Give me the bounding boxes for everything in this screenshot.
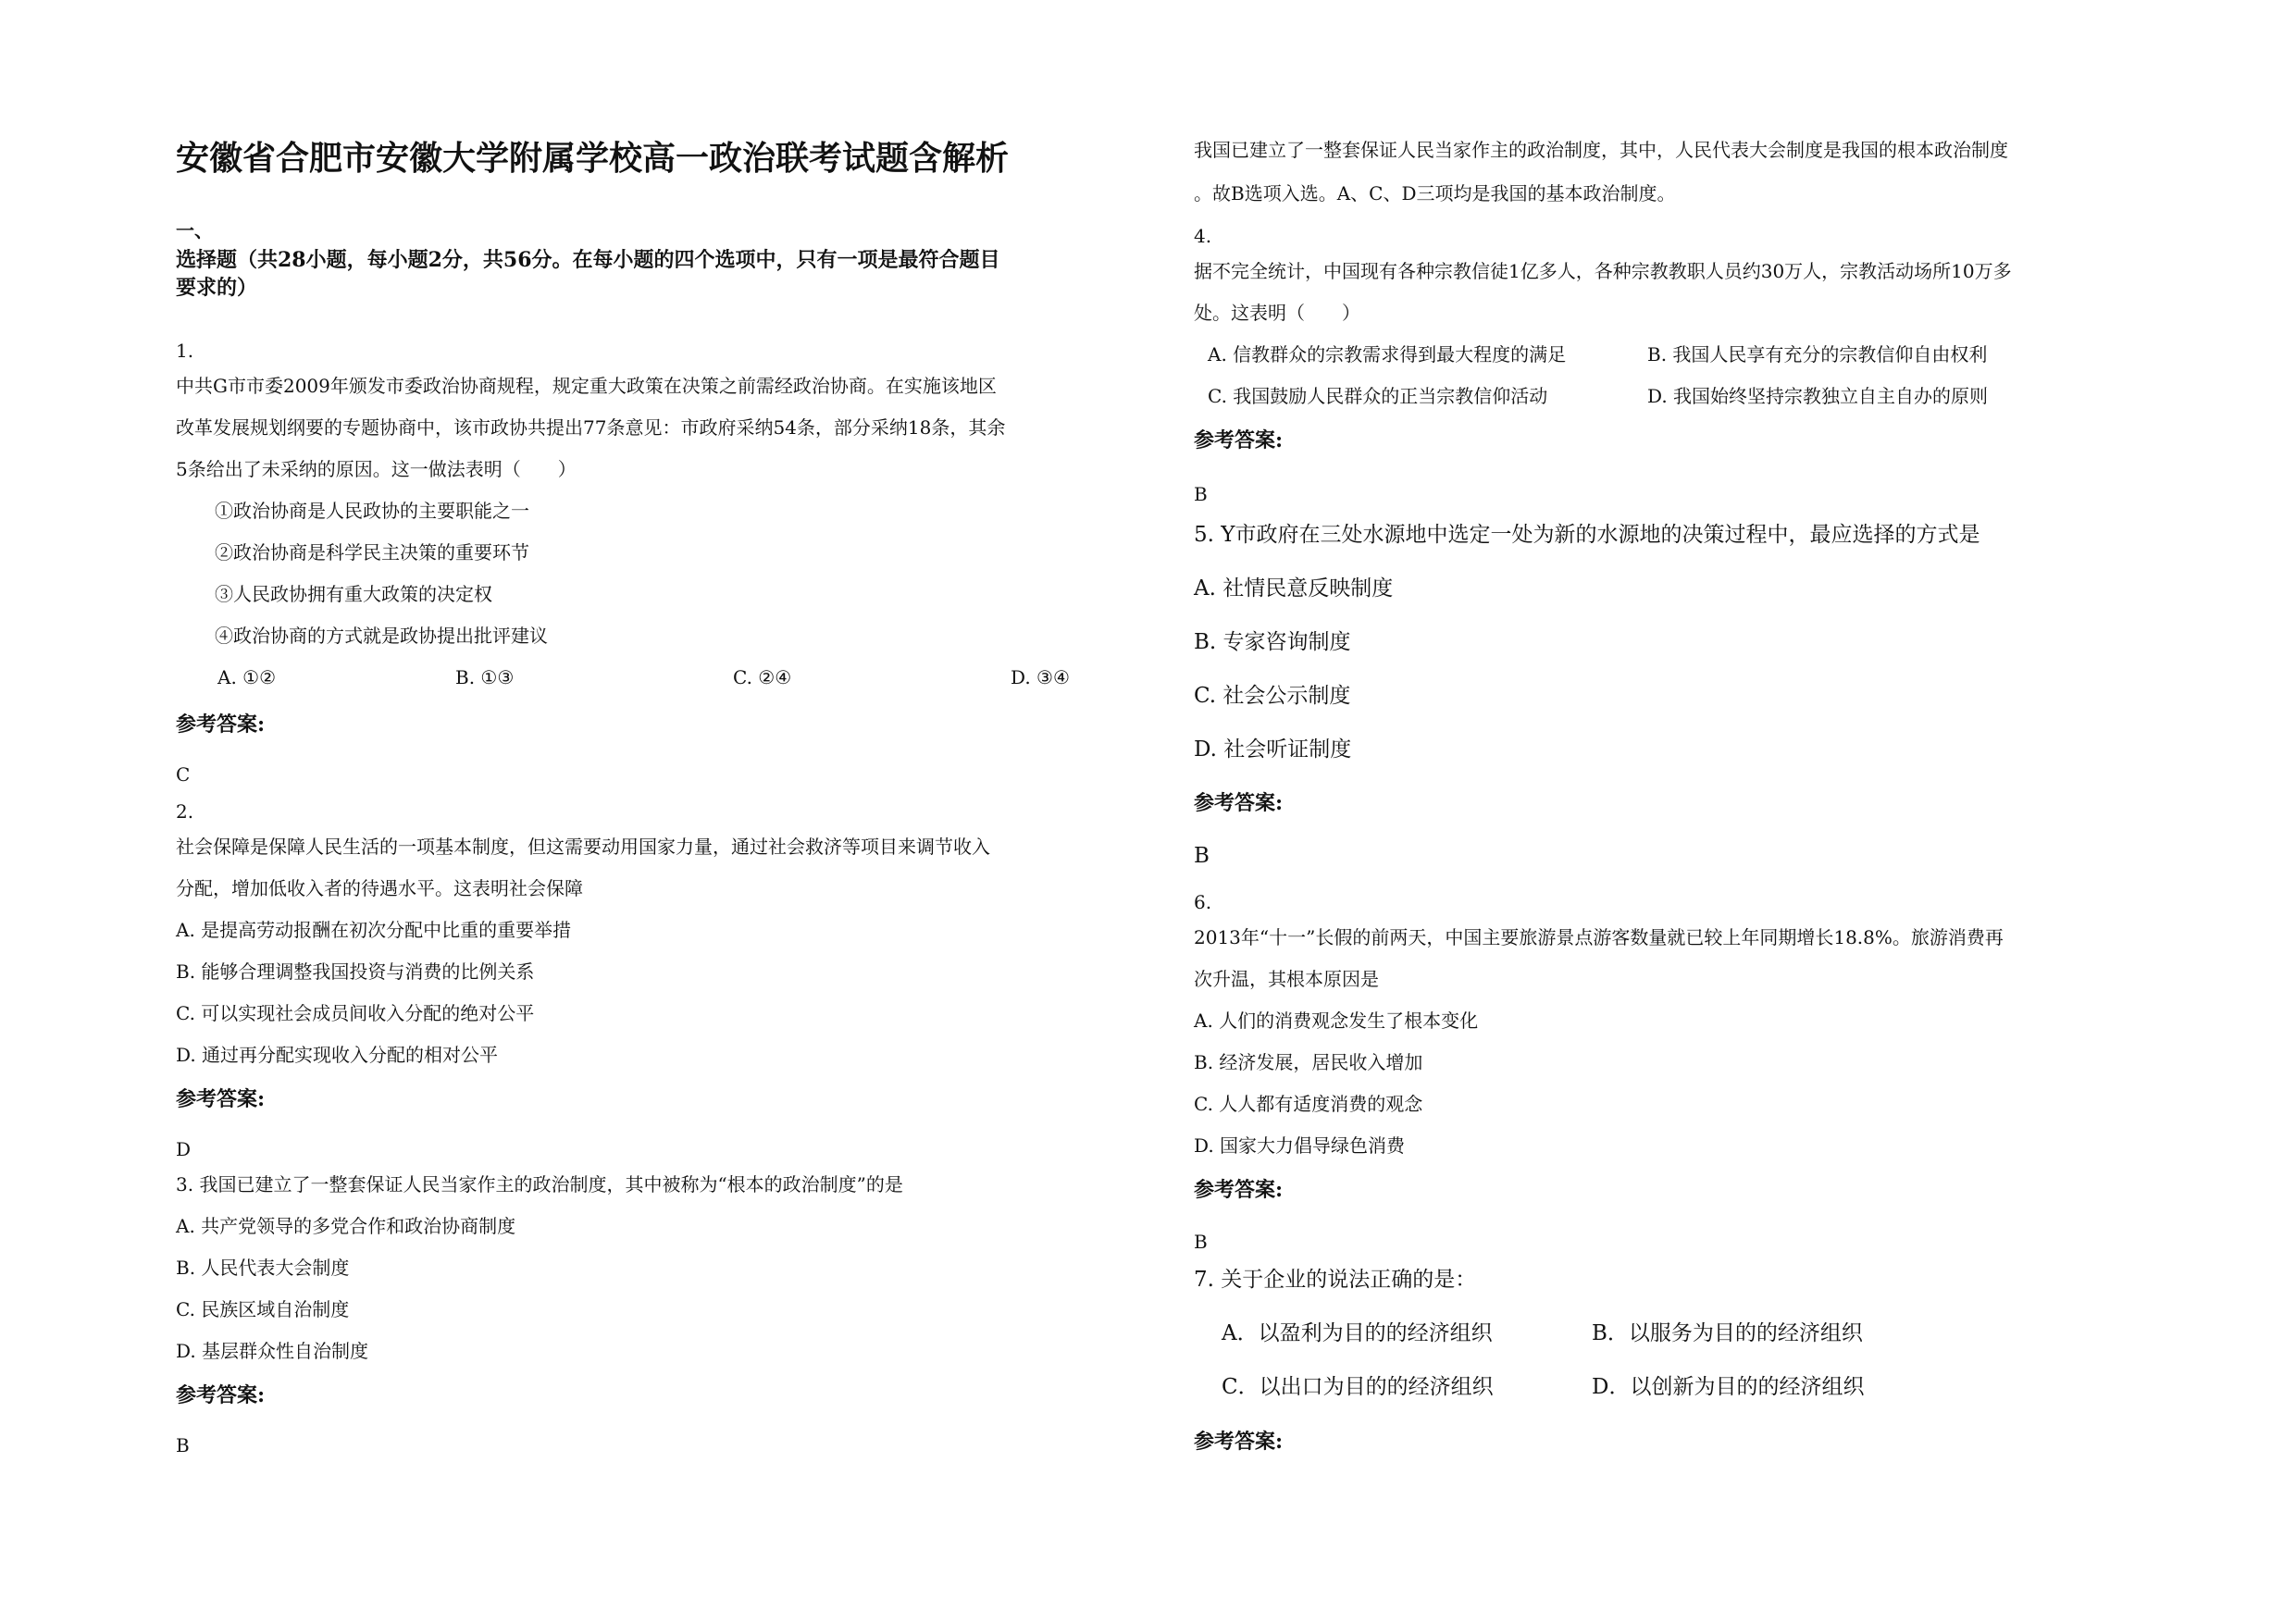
q2-number: 2. (176, 800, 194, 823)
q4-answer: B (1194, 483, 1208, 505)
q3-stem: 3. 我国已建立了一整套保证人民当家作主的政治制度，其中被称为“根本的政治制度”的是 (176, 1173, 903, 1196)
q1-stem-line-1: 中共G市市委2009年颁发市委政治协商规程，规定重大政策在决策之前需经政治协商。在实施该地区 (176, 375, 997, 397)
q5-option-a: A. 社情民意反映制度 (1194, 576, 1394, 601)
q7-answer-label: 参考答案: (1194, 1430, 1284, 1454)
section-heading-line-1: 选择题（共28小题，每小题2分，共56分。在每小题的四个选项中，只有一项是最符合题目 (176, 248, 1000, 272)
q7-option-d: D．以创新为目的的经济组织 (1592, 1375, 1865, 1399)
q3-explanation-line-1: 我国已建立了一整套保证人民当家作主的政治制度，其中，人民代表大会制度是我国的根本政治制度 (1194, 139, 2008, 161)
q4-option-b: B. 我国人民享有充分的宗教信仰自由权利 (1647, 343, 1988, 365)
q7-option-b: B．以服务为目的的经济组织 (1592, 1321, 1863, 1345)
q1-stem-line-3: 5条给出了未采纳的原因。这一做法表明（ ） (176, 458, 577, 480)
q1-statement-4: ④政治协商的方式就是政协提出批评建议 (215, 625, 548, 647)
q3-answer: B (176, 1434, 190, 1456)
q1-stem-line-2: 改革发展规划纲要的专题协商中，该市政协共提出77条意见：市政府采纳54条，部分采纳18条，其余 (176, 416, 1006, 439)
q4-answer-label: 参考答案: (1194, 428, 1284, 452)
q4-option-c: C. 我国鼓励人民群众的正当宗教信仰活动 (1208, 385, 1548, 407)
q4-option-d: D. 我国始终坚持宗教独立自主自办的原则 (1647, 385, 1989, 407)
q2-stem-line-1: 社会保障是保障人民生活的一项基本制度，但这需要动用国家力量，通过社会救济等项目来调节收入 (176, 836, 990, 858)
q2-option-c: C. 可以实现社会成员间收入分配的绝对公平 (176, 1002, 535, 1024)
q5-answer-label: 参考答案: (1194, 791, 1284, 815)
q1-answer-label: 参考答案: (176, 712, 266, 737)
q1-statement-1: ①政治协商是人民政协的主要职能之一 (215, 500, 529, 522)
page-title: 安徽省合肥市安徽大学附属学校高一政治联考试题含解析 (176, 139, 1010, 178)
q1-option-c: C. ②④ (733, 666, 792, 688)
q5-option-b: B. 专家咨询制度 (1194, 630, 1351, 654)
q3-option-a: A. 共产党领导的多党合作和政治协商制度 (176, 1215, 516, 1237)
q1-statement-3: ③人民政协拥有重大政策的决定权 (215, 583, 492, 605)
q5-stem: 5. Y市政府在三处水源地中选定一处为新的水源地的决策过程中，最应选择的方式是 (1194, 523, 1980, 547)
q3-explanation-line-2: 。故B选项入选。A、C、D三项均是我国的基本政治制度。 (1194, 182, 1676, 204)
section-heading-line-2: 要求的） (176, 276, 258, 300)
q1-option-d: D. ③④ (1011, 666, 1070, 688)
q6-answer-label: 参考答案: (1194, 1178, 1284, 1202)
q2-answer: D (176, 1138, 192, 1160)
q5-answer: B (1194, 844, 1210, 868)
q2-option-b: B. 能够合理调整我国投资与消费的比例关系 (176, 960, 535, 983)
section-number: 一、 (176, 219, 213, 242)
q3-option-d: D. 基层群众性自治制度 (176, 1340, 369, 1362)
q1-statement-2: ②政治协商是科学民主决策的重要环节 (215, 541, 529, 564)
q4-stem-line-2: 处。这表明（ ） (1194, 302, 1360, 324)
q2-stem-line-2: 分配，增加低收入者的待遇水平。这表明社会保障 (176, 877, 583, 899)
q4-option-a: A. 信教群众的宗教需求得到最大程度的满足 (1208, 343, 1567, 365)
q4-stem-line-1: 据不完全统计，中国现有各种宗教信徒1亿多人，各种宗教教职人员约30万人，宗教活动场所10万多 (1194, 260, 2012, 282)
q2-option-d: D. 通过再分配实现收入分配的相对公平 (176, 1044, 499, 1066)
q6-option-a: A. 人们的消费观念发生了根本变化 (1194, 1010, 1479, 1032)
q1-answer: C (176, 763, 191, 786)
q6-number: 6. (1194, 891, 1212, 913)
q6-option-d: D. 国家大力倡导绿色消费 (1194, 1134, 1406, 1157)
q5-option-d: D. 社会听证制度 (1194, 737, 1352, 762)
q4-number: 4. (1194, 225, 1212, 247)
q6-answer: B (1194, 1231, 1208, 1253)
q6-stem-line-2: 次升温，其根本原因是 (1194, 968, 1379, 990)
q3-option-c: C. 民族区域自治制度 (176, 1298, 350, 1320)
q7-option-c: C．以出口为目的的经济组织 (1222, 1375, 1494, 1399)
q1-option-a: A. ①② (217, 666, 277, 688)
q1-option-b: B. ①③ (455, 666, 515, 688)
q3-option-b: B. 人民代表大会制度 (176, 1257, 350, 1279)
q6-option-b: B. 经济发展，居民收入增加 (1194, 1051, 1423, 1073)
q1-number: 1. (176, 340, 194, 362)
q3-answer-label: 参考答案: (176, 1383, 266, 1407)
q6-stem-line-1: 2013年“十一”长假的前两天，中国主要旅游景点游客数量就已较上年同期增长18.8%。旅游消费再 (1194, 926, 2004, 948)
q7-stem: 7. 关于企业的说法正确的是： (1194, 1268, 1477, 1292)
q7-option-a: A．以盈利为目的的经济组织 (1222, 1321, 1493, 1345)
q5-option-c: C. 社会公示制度 (1194, 684, 1351, 708)
q6-option-c: C. 人人都有适度消费的观念 (1194, 1093, 1423, 1115)
q2-answer-label: 参考答案: (176, 1087, 266, 1111)
q2-option-a: A. 是提高劳动报酬在初次分配中比重的重要举措 (176, 919, 572, 941)
